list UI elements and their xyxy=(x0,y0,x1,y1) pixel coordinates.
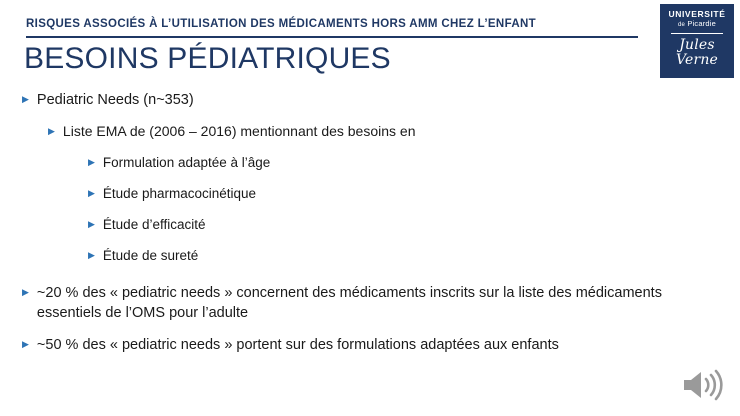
list-item xyxy=(88,215,700,234)
list-item-text: Étude de sureté xyxy=(102,248,199,263)
list-item-text: Étude pharmacocinétique xyxy=(102,186,257,201)
slide-header-kicker: RISQUES ASSOCIÉS À L’UTILISATION DES MÉDICAMENTS HORS AMM CHEZ L’ENFANT xyxy=(26,18,537,30)
list-item xyxy=(48,122,700,141)
triangle-bullet-icon: ▶ xyxy=(22,94,29,104)
header-divider xyxy=(26,36,638,38)
university-logo xyxy=(660,4,734,78)
triangle-bullet-icon: ▶ xyxy=(88,250,95,260)
list-item xyxy=(22,335,700,355)
list-item-text: Liste EMA de (2006 – 2016) mentionnant des besoins en xyxy=(62,123,416,139)
logo-divider xyxy=(671,33,723,34)
logo-picardie-line xyxy=(664,19,730,30)
list-item-text: ~50 % des « pediatric needs » portent sur des formulations adaptées aux enfants xyxy=(36,337,559,353)
triangle-bullet-icon: ▶ xyxy=(88,188,95,198)
list-item-text: ~20 % des « pediatric needs » concernent des médicaments inscrits sur la liste des médicaments essentiels de l’OMS pour l’adulte xyxy=(36,285,662,321)
triangle-bullet-icon: ▶ xyxy=(22,339,29,349)
page-title: BESOINS PÉDIATRIQUES xyxy=(24,42,391,75)
list-item xyxy=(88,153,700,172)
logo-picardie-word: Picardie xyxy=(687,19,717,28)
list-item xyxy=(22,283,700,323)
list-item-text: Étude d’efficacité xyxy=(102,217,206,232)
speaker-volume-icon[interactable] xyxy=(680,368,724,402)
triangle-bullet-icon: ▶ xyxy=(88,157,95,167)
list-item-text: Formulation adaptée à l’âge xyxy=(102,155,271,170)
triangle-bullet-icon: ▶ xyxy=(22,287,29,297)
logo-de-word: de xyxy=(677,22,686,28)
slide-body xyxy=(0,90,700,367)
logo-university-word: UNIVERSITÉ xyxy=(668,9,726,19)
list-item-text: Pediatric Needs (n~353) xyxy=(36,92,194,108)
triangle-bullet-icon: ▶ xyxy=(88,219,95,229)
list-item xyxy=(22,90,700,110)
logo-jules-verne-word: Jules Verne xyxy=(675,37,719,68)
list-item xyxy=(88,184,700,203)
triangle-bullet-icon: ▶ xyxy=(48,126,55,136)
list-item xyxy=(88,246,700,265)
